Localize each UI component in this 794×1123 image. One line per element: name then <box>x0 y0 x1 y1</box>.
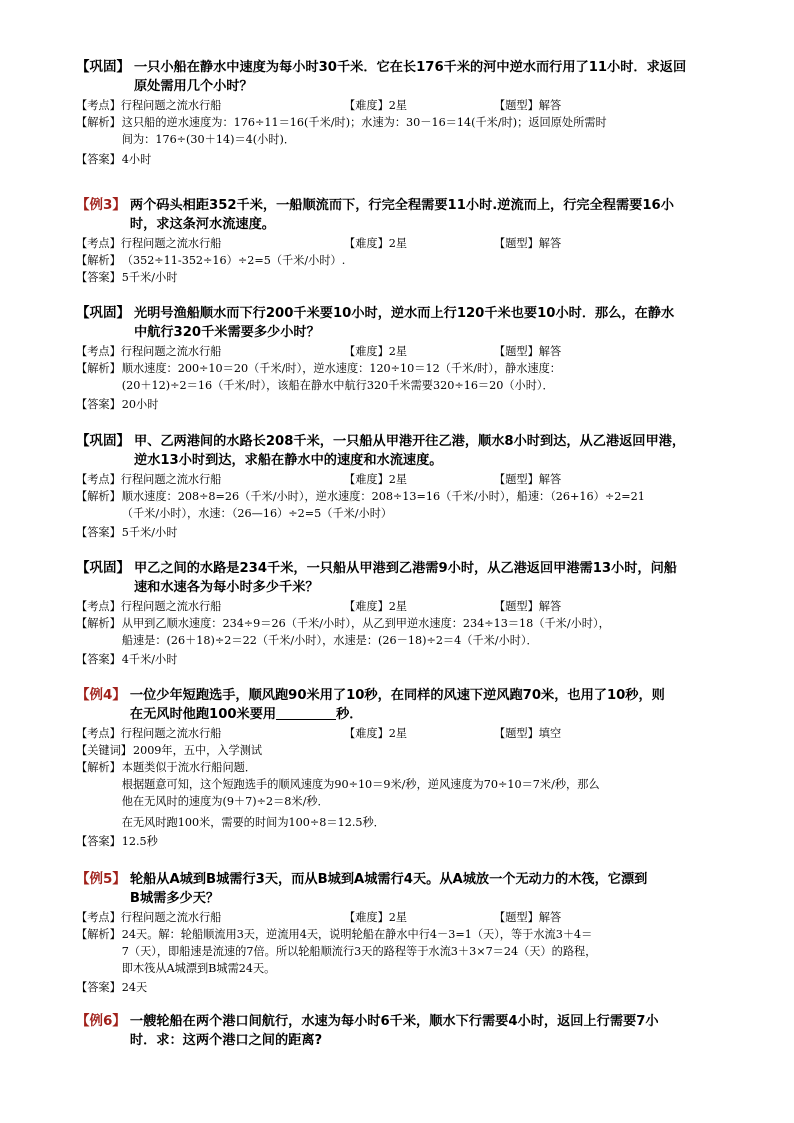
question-text: 两个码头相距352千米，一船顺流而下，行完全程需要11小时.逆流而上，行完全程需要16小 时，求这条河水流速度。 <box>129 198 674 232</box>
question-text: 甲、乙两港间的水路长208千米，一只船从甲港开往乙港，顺水8小时到达，从乙港返回甲港， 逆水13小时到达，求船在静水中的速度和水流速度。 <box>134 434 686 468</box>
meta-row: 【考点】行程问题之流水行船 【难度】2星 【题型】解答 <box>76 600 562 613</box>
problem-gonggu-2 <box>76 304 726 413</box>
question-text: 一位少年短跑选手，顺风跑90米用了10秒，在同样的风速下逆风跑70米，也用了10秒，则 在无风时他跑100米要用 秒． <box>129 688 665 722</box>
meta-row: 【考点】行程问题之流水行船 【难度】2星 【题型】解答 <box>76 473 562 486</box>
problem-tag: 【例4】 <box>76 687 126 703</box>
meta-row: 【考点】行程问题之流水行船 【难度】2星 【题型】解答 <box>76 237 562 250</box>
analysis: 【解析】 本题类似于流水行船问题． 根据题意可知，这个短跑选手的顺风速度为90÷10＝9米/秒，逆风速度为70÷10＝7米/秒，那么 他在无风时的速度为(9＋7)÷2＝8米/秒． 在无风时跑100米，需要的时间为100÷8＝12.5秒． <box>76 761 600 829</box>
keywords: 【关键词】 2009年，五中，入学测试 <box>76 744 263 757</box>
problem-example-6 <box>76 1012 726 1050</box>
problem-tag: 【巩固】 <box>76 560 130 576</box>
answer: 【答案】 4小时 <box>76 153 152 166</box>
question-text: 光明号渔船顺水而下行200千米要10小时，逆水而上行120千米也要10小时．那么，在静水 中航行320千米需要多少小时？ <box>134 306 675 340</box>
analysis: 【解析】 顺水速度：200÷10＝20（千米/时），逆水速度：120÷10＝12（千米/时），静水速度： (20＋12)÷2＝16（千米/时），该船在静水中航行320千米需要320÷16＝20（小时）． <box>76 362 561 392</box>
problem-example-3 <box>76 196 726 286</box>
problem-tag: 【巩固】 <box>76 433 130 449</box>
problem-example-5 <box>76 870 726 996</box>
answer: 【答案】 5千米/小时 <box>76 271 178 284</box>
problem-tag: 【例6】 <box>76 1013 126 1029</box>
answer: 【答案】 5千米/小时 <box>76 526 178 539</box>
answer: 【答案】 4千米/小时 <box>76 653 178 666</box>
analysis: 【解析】 这只船的逆水速度为：176÷11＝16(千米/时)；水速为：30－16＝14(千米/时)；返回原处所需时 间为：176÷(30＋14)＝4(小时)． <box>76 116 607 146</box>
problem-gonggu-1 <box>76 58 726 168</box>
analysis: 【解析】 顺水速度：208÷8=26（千米/小时），逆水速度：208÷13=16（千米/小时），船速：（26+16）÷2=21 （千米/小时），水速：（26—16）÷2=5（千米/小时） <box>76 490 645 520</box>
meta-row: 【考点】行程问题之流水行船 【难度】2星 【题型】填空 <box>76 727 562 740</box>
question-text: 一艘轮船在两个港口间航行，水速为每小时6千米，顺水下行需要4小时，返回上行需要7小 时．求：这两个港口之间的距离? <box>129 1014 659 1048</box>
analysis: 【解析】 从甲到乙顺水速度：234÷9＝26（千米/小时），从乙到甲逆水速度：234÷13＝18（千米/小时）， 船速是：(26＋18)÷2＝22（千米/小时），水速是：(26－18)÷2＝4（千米/小时）． <box>76 617 610 647</box>
answer: 【答案】 24天 <box>76 981 148 994</box>
problem-tag: 【巩固】 <box>76 59 130 75</box>
answer: 【答案】 12.5秒 <box>76 835 158 848</box>
meta-row: 【考点】行程问题之流水行船 【难度】2星 【题型】解答 <box>76 99 562 112</box>
answer: 【答案】 20小时 <box>76 398 159 411</box>
question-text: 甲乙之间的水路是234千米，一只船从甲港到乙港需9小时，从乙港返回甲港需13小时，问船 速和水速各为每小时多少千米？ <box>134 561 677 595</box>
answer-blank <box>276 707 336 720</box>
question-text: 一只小船在静水中速度为每小时30千米．它在长176千米的河中逆水而行用了11小时．求返回 原处需用几个小时？ <box>134 60 687 94</box>
analysis: 【解析】 24天。解：轮船顺流用3天，逆流用4天，说明轮船在静水中行4－3=1（天），等于水流3＋4＝ 7（天），即船速是流速的7倍。所以轮船顺流行3天的路程等于水流3＋3×7＝24（天）的路程， 即木筏从A城漂到B城需24天。 <box>76 928 597 975</box>
meta-row: 【考点】行程问题之流水行船 【难度】2星 【题型】解答 <box>76 911 562 924</box>
analysis: 【解析】 （352÷11-352÷16）÷2=5（千米/小时）. <box>76 254 346 267</box>
meta-row: 【考点】行程问题之流水行船 【难度】2星 【题型】解答 <box>76 345 562 358</box>
problem-tag: 【例3】 <box>76 197 126 213</box>
problem-gonggu-3 <box>76 432 726 541</box>
problem-tag: 【例5】 <box>76 871 126 887</box>
question-text: 轮船从A城到B城需行3天，而从B城到A城需行4天。从A城放一个无动力的木筏，它漂到 B城需多少天？ <box>129 872 648 906</box>
problem-example-4 <box>76 686 726 850</box>
problem-gonggu-4 <box>76 559 726 668</box>
problem-tag: 【巩固】 <box>76 305 130 321</box>
